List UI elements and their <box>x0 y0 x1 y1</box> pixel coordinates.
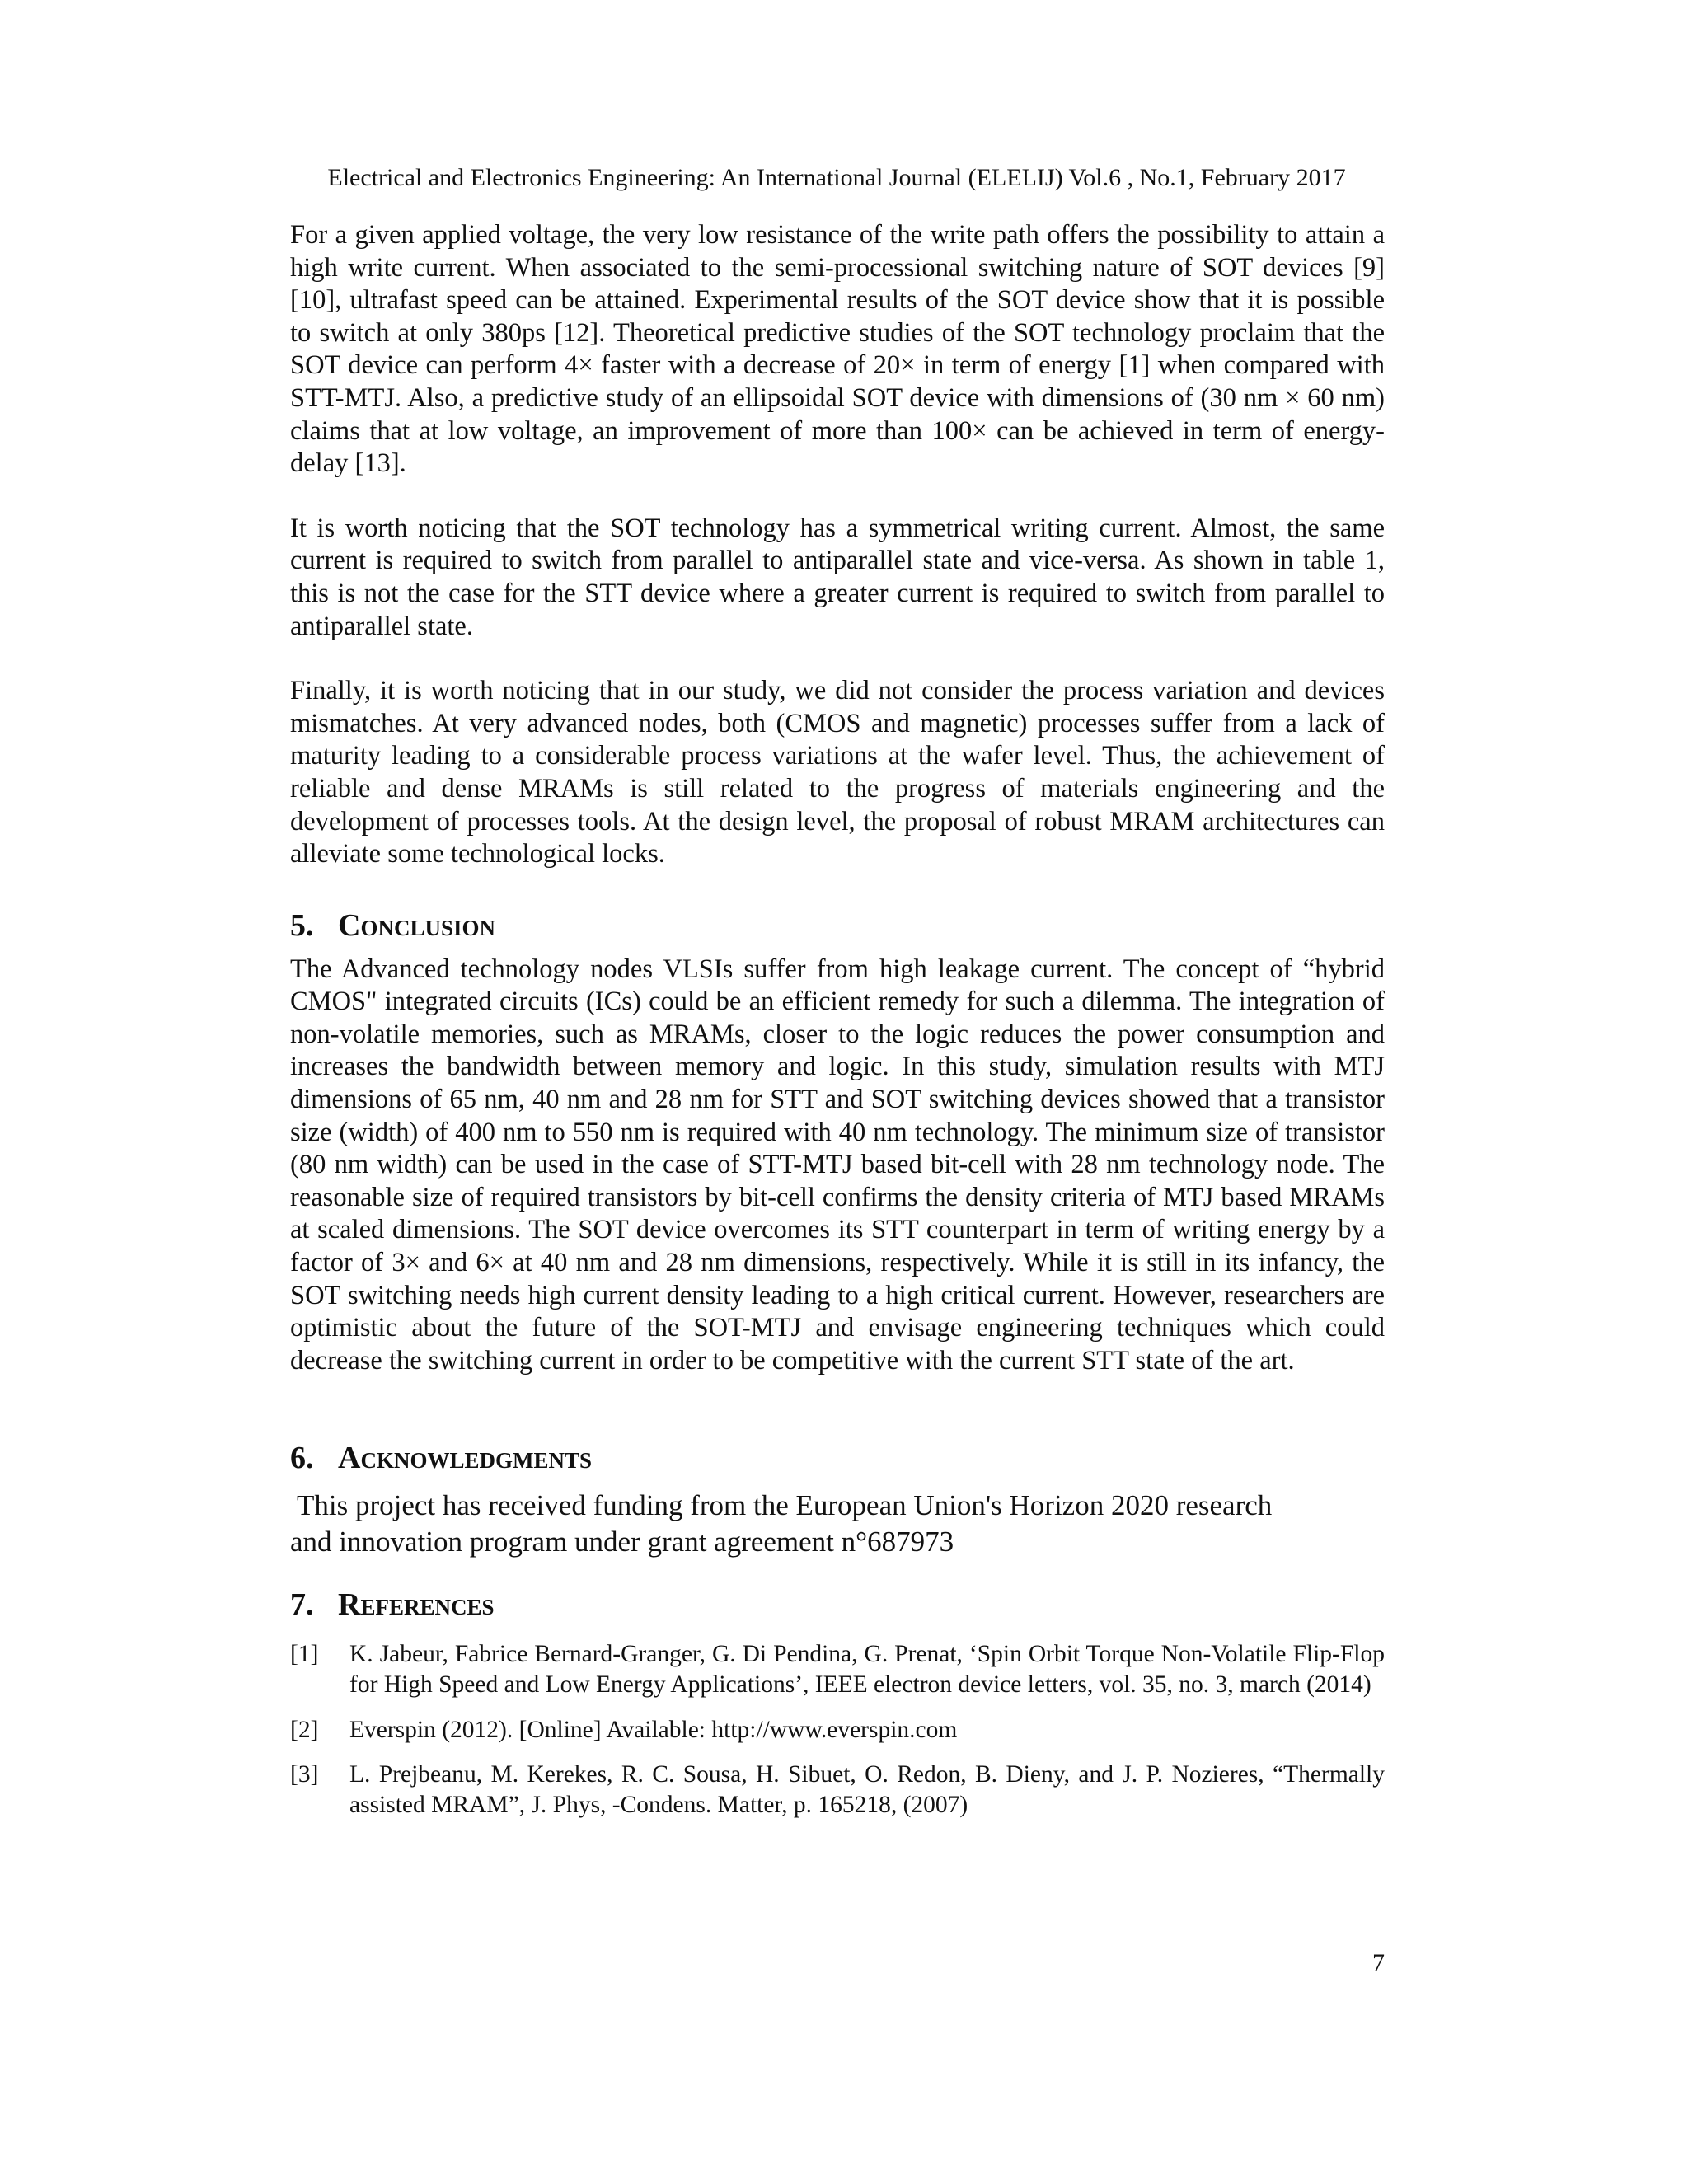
acknowledgments-line: This project has received funding from the European Union's Horizon 2020 research <box>297 1489 1273 1522</box>
section-title: References <box>338 1587 495 1623</box>
body-paragraph-write-path: For a given applied voltage, the very low resistance of the write path offers the possibility to attain a high write current. When associated to the semi-processional switching nature of SOT devices [9][10], ultrafast speed can be attained. Experimental results of the SOT device show that it is possible to switch at only 380ps [12]. Theoretical predictive studies of the SOT technology proclaim that the SOT device can perform 4× faster with a decrease of 20× in term of energy [1] when compared with STT-MTJ. Also, a predictive study of an ellipsoidal SOT device with dimensions of (30 nm × 60 nm) claims that at low voltage, an improvement of more than 100× can be achieved in term of energy-delay [13]. <box>290 220 1385 479</box>
acknowledgments-line: and innovation program under grant agreement n°687973 <box>290 1526 954 1558</box>
section-title: Conclusion <box>338 907 495 943</box>
section-number: 5. <box>290 907 314 943</box>
running-header: Electrical and Electronics Engineering: An International Journal (ELELIJ) Vol.6 , No.1, February 2017 <box>327 164 1346 191</box>
section-heading-references <box>290 1585 1385 1624</box>
section-title: Acknowledgments <box>338 1441 592 1476</box>
reference-text: Everspin (2012). [Online] Available: http://www.everspin.com <box>349 1716 958 1743</box>
reference-item <box>290 1760 1385 1820</box>
reference-number: [3] <box>290 1761 319 1788</box>
body-paragraph-symmetrical-current: It is worth noticing that the SOT technology has a symmetrical writing current. Almost, the same current is required to switch from parallel to antiparallel state and vice-versa. As shown in table 1, this is not the case for the STT device where a greater current is required to switch from parallel to antiparallel state. <box>290 513 1385 641</box>
section-heading-acknowledgments <box>290 1438 1385 1478</box>
section-heading-conclusion <box>290 906 1385 945</box>
reference-list <box>290 1639 1385 1820</box>
reference-number: [2] <box>290 1716 319 1743</box>
reference-item <box>290 1639 1385 1699</box>
reference-number: [1] <box>290 1641 319 1668</box>
reference-text: L. Prejbeanu, M. Kerekes, R. C. Sousa, H. Sibuet, O. Redon, B. Dieny, and J. P. Nozieres, “Thermally assisted MRAM”, J. Phys, -Condens. Matter, p. 165218, (2007) <box>349 1761 1385 1818</box>
conclusion-paragraph: The Advanced technology nodes VLSIs suffer from high leakage current. The concept of “hybrid CMOS" integrated circuits (ICs) could be an efficient remedy for such a dilemma. The integration of non-volatile memories, such as MRAMs, closer to the logic reduces the power consumption and increases the bandwidth between memory and logic. In this study, simulation results with MTJ dimensions of 65 nm, 40 nm and 28 nm for STT and SOT switching devices showed that a transistor size (width) of 400 nm to 550 nm is required with 40 nm technology. The minimum size of transistor (80 nm width) can be used in the case of STT-MTJ based bit-cell with 28 nm technology node. The reasonable size of required transistors by bit-cell confirms the density criteria of MTJ based MRAMs at scaled dimensions. The SOT device overcomes its STT counterpart in term of writing energy by a factor of 3× and 6× at 40 nm and 28 nm dimensions, respectively. While it is still in its infancy, the SOT switching needs high current density leading to a high critical current. However, researchers are optimistic about the future of the SOT-MTJ and envisage engineering techniques which could decrease the switching current in order to be competitive with the current STT state of the art. <box>290 954 1385 1376</box>
body-paragraph-process-variation: Finally, it is worth noticing that in our study, we did not consider the process variation and devices mismatches. At very advanced nodes, both (CMOS and magnetic) processes suffer from a lack of maturity leading to a considerable process variations at the wafer level. Thus, the achievement of reliable and dense MRAMs is still related to the progress of materials engineering and the development of processes tools. At the design level, the proposal of robust MRAM architectures can alleviate some technological locks. <box>290 676 1385 869</box>
reference-item <box>290 1715 1385 1746</box>
main-content <box>290 219 1385 1835</box>
page-number: 7 <box>1372 1949 1385 1976</box>
acknowledgments-text <box>290 1488 1385 1560</box>
reference-text: K. Jabeur, Fabrice Bernard-Granger, G. Di Pendina, G. Prenat, ‘Spin Orbit Torque Non-Volatile Flip-Flop for High Speed and Low Energy Applications’, IEEE electron device letters, vol. 35, no. 3, march (2014) <box>349 1641 1385 1698</box>
section-number: 7. <box>290 1587 314 1623</box>
section-number: 6. <box>290 1441 314 1476</box>
